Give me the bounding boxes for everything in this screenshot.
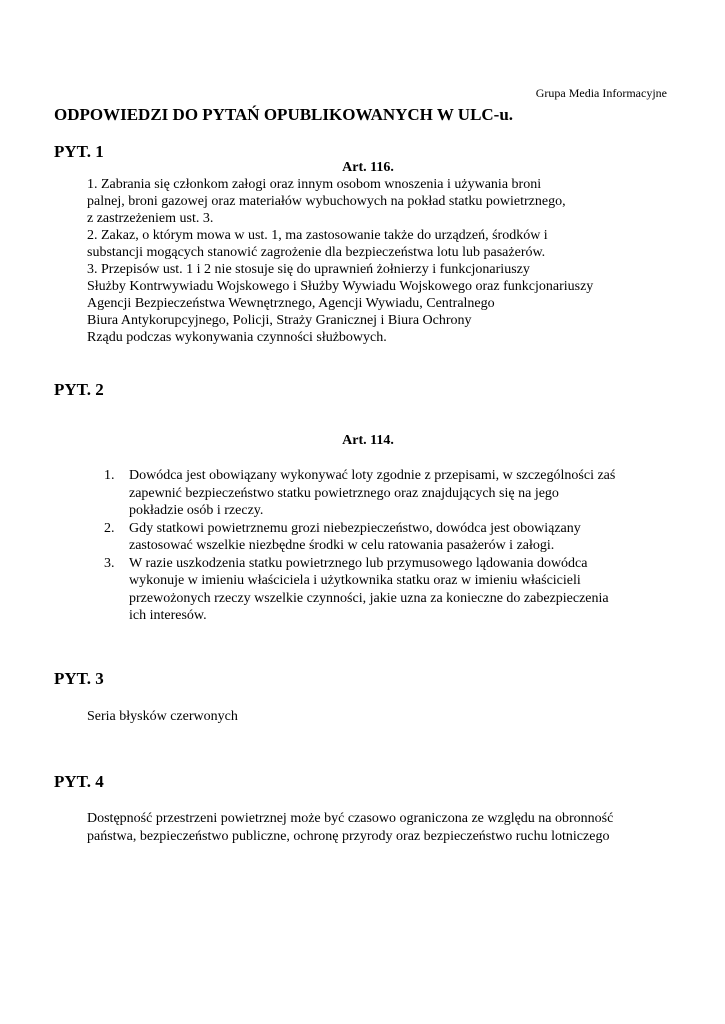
text-line: z zastrzeżeniem ust. 3.: [87, 211, 214, 226]
list-item: [104, 467, 664, 520]
question-3-answer: [87, 708, 238, 725]
text-line: pokładzie osób i rzeczy.: [129, 503, 264, 518]
question-1-article-text: [87, 176, 593, 346]
text-line: W razie uszkodzenia statku powietrznego lub przymusowego lądowania dowódca: [129, 555, 588, 571]
text-line: 2. Zakaz, o którym mowa w ust. 1, ma zastosowanie także do urządzeń, środków i: [87, 228, 548, 243]
text-line: Seria błysków czerwonych: [87, 709, 238, 724]
question-1-heading: PYT. 1: [54, 142, 104, 161]
text-line: Dowódca jest obowiązany wykonywać loty zgodnie z przepisami, w szczególności zaś: [129, 468, 616, 483]
publisher-note: Grupa Media Informacyjne: [535, 86, 667, 100]
question-4-answer: [87, 810, 613, 846]
question-3-heading: PYT. 3: [54, 669, 104, 688]
text-line: Rządu podczas wykonywania czynności służbowych.: [87, 330, 387, 345]
text-line: 1. Zabrania się członkom załogi oraz innym osobom wnoszenia i używania broni: [87, 177, 542, 192]
text-line: przewożonych rzeczy wszelkie czynności, jakie uzna za konieczne do zabezpieczenia: [129, 590, 609, 606]
text-line: zapewnić bezpieczeństwo statku powietrznego oraz znajdujących się na jego: [129, 485, 559, 501]
text-line: 3. Przepisów ust. 1 i 2 nie stosuje się do uprawnień żołnierzy i funkcjonariuszy: [87, 262, 530, 277]
text-line: palnej, broni gazowej oraz materiałów wybuchowych na pokład statku powietrznego,: [87, 194, 566, 209]
list-item: [104, 555, 664, 625]
text-line: państwa, bezpieczeństwo publiczne, ochronę przyrody oraz bezpieczeństwo ruchu lotniczego: [87, 829, 610, 844]
text-line: Biura Antykorupcyjnego, Policji, Straży Granicznej i Biura Ochrony: [87, 313, 472, 328]
text-line: Dostępność przestrzeni powietrznej może być czasowo ograniczona ze względu na obronność: [87, 811, 614, 826]
question-1-article-title: Art. 116.: [342, 160, 394, 175]
document-title: ODPOWIEDZI DO PYTAŃ OPUBLIKOWANYCH W ULC-u.: [54, 105, 514, 124]
text-line: Gdy statkowi powietrznemu grozi niebezpieczeństwo, dowódca jest obowiązany: [129, 520, 581, 536]
text-line: zastosować wszelkie niezbędne środki w celu ratowania pasażerów i załogi.: [129, 538, 555, 553]
list-item-number: 2.: [104, 520, 115, 536]
question-2-article-list: [104, 467, 664, 625]
list-item: [104, 520, 664, 555]
question-2-heading: PYT. 2: [54, 380, 104, 399]
text-line: Służby Kontrwywiadu Wojskowego i Służby Wywiadu Wojskowego oraz funkcjonariuszy: [87, 279, 594, 294]
text-line: Agencji Bezpieczeństwa Wewnętrznego, Agencji Wywiadu, Centralnego: [87, 296, 495, 311]
text-line: ich interesów.: [129, 608, 207, 623]
list-item-number: 3.: [104, 555, 115, 571]
text-line: wykonuje w imieniu właściciela i użytkownika statku oraz w imieniu właścicieli: [129, 573, 581, 588]
question-4-heading: PYT. 4: [54, 772, 104, 791]
text-line: substancji mogących stanowić zagrożenie dla bezpieczeństwa lotu lub pasażerów.: [87, 245, 546, 260]
question-2-article-title: Art. 114.: [342, 433, 394, 448]
list-item-number: 1.: [104, 468, 115, 483]
